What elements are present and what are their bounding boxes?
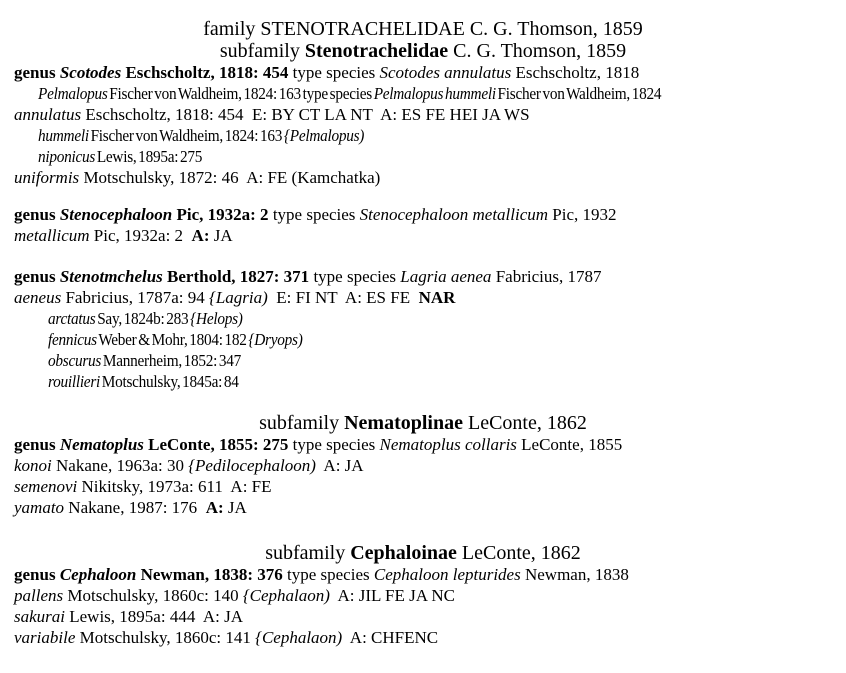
line-content	[14, 456, 364, 475]
species-yamato	[0, 497, 846, 518]
text-segment: A:	[205, 498, 224, 517]
species-aeneus	[0, 287, 846, 308]
text-segment: subfamily	[259, 412, 345, 434]
line-content	[259, 412, 587, 434]
text-segment: Fischer von Waldheim, 1824: 163 type species	[107, 84, 374, 103]
text-segment: Cephaloon	[59, 565, 137, 584]
species-konoi	[0, 455, 846, 476]
text-segment: Stenotrachelidae	[304, 40, 449, 62]
text-segment: {Helops)	[190, 309, 243, 328]
text-segment: Stenotmchelus	[59, 267, 163, 286]
text-segment: Motschulsky, 1845a: 84	[99, 372, 239, 391]
line-content	[14, 607, 243, 626]
text-segment: A: JIL FE JA NC	[329, 586, 455, 605]
text-segment: Motschulsky, 1860c: 140	[63, 586, 243, 605]
line-content	[220, 40, 626, 62]
line-content	[14, 477, 272, 496]
species-variabile	[0, 627, 846, 648]
text-segment: Cephaloon lepturides	[373, 565, 521, 584]
subfamily-heading-nematoplinae	[0, 412, 846, 434]
text-segment: Fabricius, 1787a: 94	[61, 288, 210, 307]
text-segment: genus	[14, 267, 60, 286]
line-content	[14, 63, 639, 82]
line-content	[38, 83, 661, 104]
text-segment: Pic, 1932a: 2	[89, 226, 192, 245]
line-content	[14, 226, 233, 245]
text-segment: uniformis	[14, 168, 80, 187]
synonym-arctatus	[0, 308, 846, 329]
text-segment: Newman, 1838: 376	[136, 565, 283, 584]
text-segment: annulatus	[14, 105, 82, 124]
text-segment: konoi	[14, 456, 52, 475]
genus-stenocephaloon	[0, 204, 846, 225]
text-segment: semenovi	[14, 477, 78, 496]
text-segment: Nematoplinae	[344, 412, 463, 434]
line-content	[48, 350, 241, 371]
text-segment: niponicus	[38, 147, 96, 166]
text-segment: Scotodes annulatus	[379, 63, 512, 82]
synonym-hummeli	[0, 125, 846, 146]
text-segment: genus	[14, 435, 60, 454]
text-segment: Eschscholtz, 1818: 454 E: BY CT LA NT A: ES FE HEI JA WS	[81, 105, 530, 124]
text-segment: subfamily	[219, 40, 305, 62]
text-segment: Nikitsky, 1973a: 611 A: FE	[77, 477, 272, 496]
text-segment: Eschscholtz, 1818	[511, 63, 640, 82]
text-segment: JA	[209, 226, 233, 245]
text-segment: sakurai	[14, 607, 65, 626]
text-segment: arctatus	[48, 309, 96, 328]
line-content	[14, 205, 617, 224]
text-segment: yamato	[14, 498, 65, 517]
text-segment: LeConte, 1855: 275	[143, 435, 289, 454]
text-segment: obscurus	[48, 351, 102, 370]
synonym-pelmalopus	[0, 83, 846, 104]
text-segment: A: CHFENC	[342, 628, 439, 647]
text-segment: type species	[282, 565, 374, 584]
species-uniformis	[0, 167, 846, 188]
text-segment: Pelmalopus hummeli	[373, 84, 496, 103]
text-segment: Motschulsky, 1872: 46 A: FE (Kamchatka)	[79, 168, 381, 187]
text-segment: Lagria aenea	[400, 267, 492, 286]
text-segment: Eschscholtz, 1818: 454	[121, 63, 289, 82]
text-segment: Stenocephaloon metallicum	[359, 205, 549, 224]
species-pallens	[0, 585, 846, 606]
text-segment: Nematoplus	[59, 435, 144, 454]
text-segment: aeneus	[14, 288, 62, 307]
text-segment: {Cephalaon)	[242, 586, 330, 605]
text-segment: genus	[14, 205, 60, 224]
text-segment: Motschulsky, 1860c: 141	[75, 628, 256, 647]
text-segment: rouillieri	[48, 372, 100, 391]
genus-stenotmchelus	[0, 266, 846, 287]
text-segment: Nematoplus collaris	[379, 435, 517, 454]
synonym-fennicus	[0, 329, 846, 350]
text-segment: Scotodes	[59, 63, 122, 82]
text-segment: Fischer von Waldheim, 1824: 163	[88, 126, 284, 145]
text-segment: variabile	[14, 628, 76, 647]
text-segment: Mannerheim, 1852: 347	[101, 351, 242, 370]
line-content	[14, 267, 601, 286]
text-segment: Berthold, 1827: 371	[162, 267, 310, 286]
genus-cephaloon	[0, 564, 846, 585]
text-segment: Stenocephaloon	[59, 205, 173, 224]
subfamily-heading-cephaloinae	[0, 542, 846, 564]
text-segment: Lewis, 1895a: 444 A: JA	[65, 607, 244, 626]
genus-scotodes	[0, 62, 846, 83]
species-sakurai	[0, 606, 846, 627]
line-content	[48, 308, 243, 329]
synonym-niponicus	[0, 146, 846, 167]
line-content	[14, 105, 530, 124]
line-content	[48, 371, 239, 392]
line-content	[14, 168, 380, 187]
text-segment: metallicum	[14, 226, 90, 245]
text-segment: {Pelmalopus)	[283, 126, 365, 145]
species-semenovi	[0, 476, 846, 497]
line-content	[14, 586, 455, 605]
line-content	[48, 329, 303, 350]
text-segment: LeConte, 1862	[463, 412, 587, 434]
genus-nematoplus	[0, 434, 846, 455]
line-content	[203, 18, 643, 40]
subfamily-heading-stenotrachelidae	[0, 40, 846, 62]
synonym-rouillieri	[0, 371, 846, 392]
text-segment: LeConte, 1862	[456, 542, 581, 564]
text-segment: hummeli	[38, 126, 89, 145]
species-metallicum	[0, 225, 846, 246]
line-content	[14, 565, 629, 584]
text-segment: LeConte, 1855	[516, 435, 623, 454]
text-segment: type species	[288, 63, 380, 82]
text-segment: type species	[288, 435, 380, 454]
text-segment: {Pedilocephaloon)	[188, 456, 316, 475]
text-segment: NAR	[418, 288, 456, 307]
line-content	[265, 542, 581, 564]
line-content	[14, 435, 622, 454]
text-segment: A:	[191, 226, 210, 245]
text-segment: E: FI NT A: ES FE	[267, 288, 419, 307]
synonym-obscurus	[0, 350, 846, 371]
text-segment: {Dryops)	[248, 330, 303, 349]
text-segment: {Cephalaon)	[255, 628, 343, 647]
line-content	[38, 125, 364, 146]
line-content	[14, 288, 455, 307]
text-segment: fennicus	[48, 330, 97, 349]
text-segment: type species	[268, 205, 360, 224]
text-segment: Nakane, 1987: 176	[64, 498, 206, 517]
line-content	[14, 498, 247, 517]
text-segment: type species	[309, 267, 401, 286]
text-segment: Cephaloinae	[350, 542, 457, 564]
species-annulatus	[0, 104, 846, 125]
text-segment: Nakane, 1963a: 30	[51, 456, 189, 475]
text-segment: C. G. Thomson, 1859	[448, 40, 627, 62]
text-segment: A: JA	[315, 456, 364, 475]
text-segment: family STENOTRACHELIDAE C. G. Thomson, 1859	[203, 18, 643, 40]
text-segment: Fischer von Waldheim, 1824	[495, 84, 662, 103]
text-segment: JA	[223, 498, 247, 517]
text-segment: Say, 1824b: 283	[95, 309, 191, 328]
text-segment: pallens	[14, 586, 64, 605]
text-segment: Pic, 1932	[548, 205, 617, 224]
text-segment: Fabricius, 1787	[491, 267, 602, 286]
text-segment: Pic, 1932a: 2	[172, 205, 269, 224]
line-content	[38, 146, 202, 167]
family-heading	[0, 18, 846, 40]
text-segment: genus	[14, 63, 60, 82]
text-segment: {Lagria)	[209, 288, 268, 307]
text-segment: Pelmalopus	[38, 84, 108, 103]
text-segment: Weber & Mohr, 1804: 182	[96, 330, 249, 349]
text-segment: Lewis, 1895a: 275	[95, 147, 203, 166]
text-segment: genus	[14, 565, 60, 584]
text-segment: subfamily	[265, 542, 351, 564]
text-segment: Newman, 1838	[520, 565, 629, 584]
line-content	[14, 628, 438, 647]
